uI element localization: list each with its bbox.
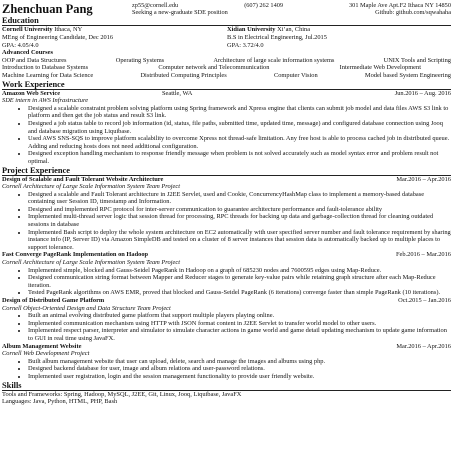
work-role: SDE intern in AWS Infrastructure [2, 97, 89, 105]
course-item: Architecture of large scale information systems [213, 56, 335, 64]
list-item: • Implemented simple, blocked and Gauss-Seidel PageRank in Hadoop on a graph of 685230 nodes and 7600595 edges using Map-Reduce. [28, 267, 451, 275]
list-item: • Implemented user registration, login and the session management functionality to provide user friendly website. [28, 373, 451, 381]
course-row [2, 64, 451, 72]
list-item: • Designed backend database for user, image and album relations and user-password relations. [28, 365, 451, 373]
project-org: Cornell Architecture of Large Scale Information System Team Project [2, 183, 180, 191]
list-item: • Designed and implemented RPC protocol for inter-server communication to guarantee architecture performance and fault-tolerance ability [28, 206, 451, 214]
project-date: Mar.2016 – Apr.2016 [396, 342, 451, 350]
project-bullets [2, 312, 451, 342]
school-location: Xi’an, China [277, 26, 311, 34]
project-name: Design of Distributed Game Platform [2, 297, 105, 304]
project-name: Album Management Website [2, 342, 82, 350]
course-item: UNIX Tools and Scripting [383, 56, 451, 64]
list-item: • Designed a scalable constraint problem solving platform using Spring framework and Xpress engine that clients can submit job model and data files AWS S3 link to platform and then get the job status and result S3 link. [28, 105, 451, 120]
company-name: Amazon Web Service [2, 89, 61, 97]
list-item: • Designed a scalable and Fault Tolerant architecture in J2EE Servlet, used and Cookie, ConcurrencyHashMap class to implement a memory-based database containing user Session ID, timestamp and Information. [28, 191, 451, 206]
project-name: Design of Scalable and Fault Tolerant Website Architecture [2, 175, 164, 183]
school-degree: B.S in Electrical Engineering, Jul.2015 [227, 34, 327, 41]
project-date: Feb.2016 – Mar.2016 [395, 251, 451, 259]
projects-heading: Project Experience [2, 166, 451, 176]
school-name: Cornell University [2, 26, 53, 34]
list-item: • Designed a job status table to record job information (id, status, file paths, submitted time, updated time, message) and configured database connection using Jooq and database migration using Liquibase. [28, 120, 451, 135]
work-bullets [2, 105, 451, 166]
skills-heading: Skills [2, 381, 451, 391]
list-item: • Implemented respect parser, interpreter and simulator to simulate character actions in game world and game detail updating mechanism to update game information to GUI in real time using JavaFX. [28, 327, 451, 342]
school-gpa: GPA: 4.05/4.0 [2, 41, 39, 49]
project-entry [2, 297, 451, 343]
course-row [2, 72, 451, 80]
course-item: Machine Learning for Data Science [2, 71, 94, 79]
course-item: Intermediate Web Development [339, 64, 421, 72]
course-item: Distributed Computing Principles [140, 71, 227, 79]
contact-info [132, 2, 451, 16]
course-item: Introduction to Database Systems [2, 64, 89, 72]
education-heading: Education [2, 16, 451, 26]
project-bullets [2, 191, 451, 252]
school-degree: MEng of Engineering Candidate, Dec 2016 [2, 34, 114, 41]
education-section [2, 26, 451, 79]
list-item: • Designed communication string format between Mapper and Reducer stages to generate key-value pairs while retaining graph structure after each Map-Reduce iteration. [28, 274, 451, 289]
course-item: Model based System Engineering [364, 71, 451, 79]
skills-section [2, 391, 451, 406]
email-link[interactable]: zp55@cornell.edu [132, 2, 179, 9]
project-entry [2, 251, 451, 297]
projects-section [2, 176, 451, 381]
address: 301 Maple Ave Apt.F2 Ithaca NY 14850 [349, 2, 451, 9]
course-row [2, 57, 451, 65]
project-entry [2, 343, 451, 381]
course-item: OOP and Data Structures [2, 56, 67, 64]
list-item: • Tested PageRank algorithms on AWS EMR, proved that blocked and Gauss-Seidel PageRank (6 iterations) converge faster than simple PageRank (10 iterations). [28, 289, 451, 297]
project-org: Cornell Web Development Project [2, 350, 90, 358]
school-cornell [2, 26, 227, 49]
project-date: Mar.2016 – Apr.2016 [396, 175, 451, 183]
course-item: Operating Systems [115, 56, 165, 64]
list-item: • Implemented multi-thread server logic that session thread for processing, RPC threads for backing up data and garbage-collection thread for cleaning outdated sessions in database [28, 213, 451, 228]
list-item: • Implemented communication mechanism using HTTP with JSON format content in J2EE Servlet to transfer world model to other users. [28, 320, 451, 328]
resume-header [2, 2, 451, 16]
list-item: • Designed exception handling mechanism to response friendly message when problem is not solved accurately such as model syntax error and problem result not optimal. [28, 150, 451, 165]
list-item: • Implemented Bash script to deploy the whole system architecture on EC2 automatically with user specified server number and fault tolerance requirement by sharing instance info (IP, Server ID) via Amazon SimpleDB and tested on a cluster of 8 server instances that session data is automatically backed up to multiple places to support tolerance. [28, 229, 451, 252]
project-entry [2, 176, 451, 252]
objective: Seeking a new-graduate SDE position [132, 9, 228, 17]
phone-number: (607) 262 1409 [244, 2, 284, 9]
course-item: Computer Vision [273, 71, 318, 79]
skills-languages: Languages: Java, Python, HTML, PHP, Bash [2, 398, 118, 406]
list-item: • Used AWS SNS-SQS to improve platform scalability to overcome Xpress not thread-safe limitation. Any free host is able to process cached job in distributed queue. Adding and reducing hosts does not need additional configuration. [28, 135, 451, 150]
project-date: Oct.2015 – Jan.2016 [398, 297, 451, 304]
school-name: Xidian University [227, 26, 276, 34]
project-bullets [2, 358, 451, 381]
work-date: Jun.2016 – Aug. 2016 [394, 89, 451, 97]
company-location: Seattle, WA [162, 89, 193, 97]
project-name: Fast Converge PageRank Implementation on Hadoop [2, 251, 149, 259]
project-org: Cornell Object-Oriented Design and Data Structure Team Project [2, 304, 171, 312]
github-link[interactable]: Github: github.com/sqwahaha [375, 9, 451, 17]
school-location: Ithaca, NY [54, 26, 83, 34]
courses-heading: Advanced Courses [2, 49, 53, 57]
candidate-name: Zhenchuan Pang [2, 2, 93, 16]
course-item: Computer network and Telecommunication [158, 64, 270, 72]
list-item: • Built an animal evolving distributed game platform that support multiple players playing online. [28, 312, 451, 320]
list-item: • Built album management website that user can upload, delete, search and manage the images and albums using php. [28, 358, 451, 366]
project-org: Cornell Architecture of Large Scale Information System Team Project [2, 259, 180, 267]
work-heading: Work Experience [2, 80, 451, 90]
school-xidian [227, 26, 327, 49]
project-bullets [2, 267, 451, 297]
school-gpa: GPA: 3.72/4.0 [227, 41, 264, 49]
skills-tools: Tools and Frameworks: Spring, Hadoop, MySQL, J2EE, Git, Linux, Jooq, Liquibase, JavaFX [2, 390, 242, 398]
work-section [2, 90, 451, 166]
